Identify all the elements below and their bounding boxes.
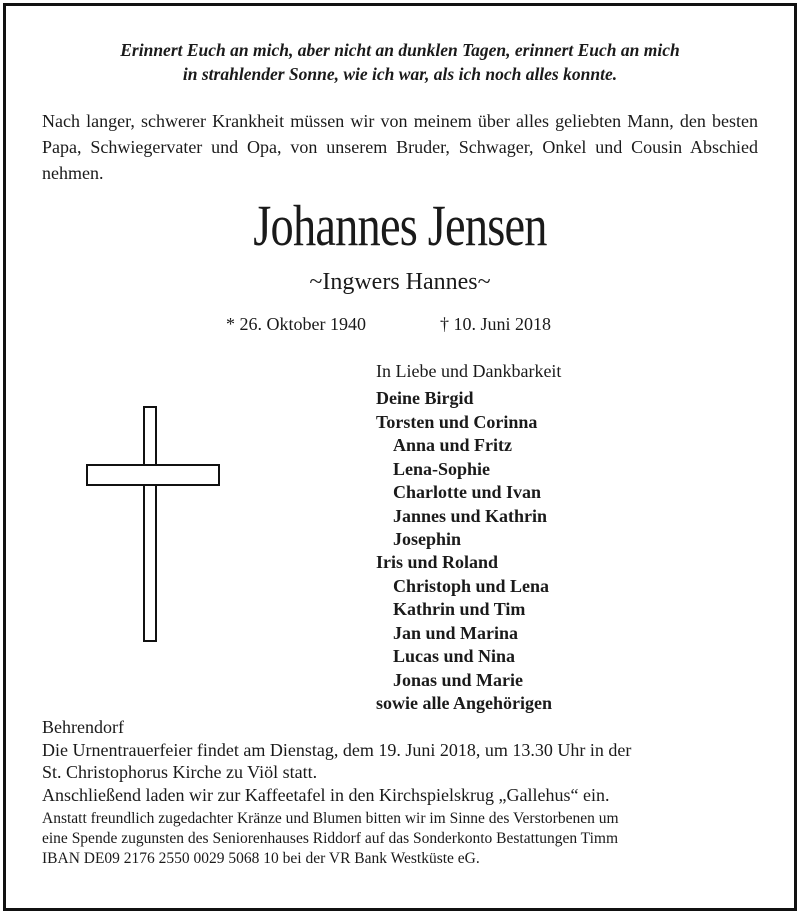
intro-text: Nach langer, schwerer Krankheit müssen wir von meinem über alles geliebten Mann, den besten Papa, Schwiegervater und Opa, von unserem Bruder, Schwager, Onkel und Cousin Abschied nehmen. bbox=[42, 111, 758, 183]
motto-line-1: Erinnert Euch an mich, aber nicht an dunklen Tagen, erinnert Euch an mich bbox=[120, 40, 680, 60]
death-date: † 10. Juni 2018 bbox=[440, 314, 552, 334]
donation-line-3: IBAN DE09 2176 2550 0029 5068 10 bei der VR Bank Westküste eG. bbox=[42, 850, 480, 867]
mourner-name: Jannes und Kathrin bbox=[393, 506, 548, 526]
mourner-name: Lena-Sophie bbox=[393, 459, 491, 479]
donation-line-1: Anstatt freundlich zugedachter Kränze und Blumen bitten wir im Sinne des Verstorbenen um bbox=[42, 810, 619, 827]
deceased-nickname: ~Ingwers Hannes~ bbox=[309, 269, 491, 295]
service-line-3: Anschließend laden wir zur Kaffeetafel in den Kirchspielskrug „Gallehus“ ein. bbox=[42, 785, 610, 805]
donation-line-2: eine Spende zugunsten des Seniorenhauses Riddorf auf das Sonderkonto Bestattungen Timm bbox=[42, 830, 619, 847]
service-line-1: Die Urnentrauerfeier findet am Dienstag, dem 19. Juni 2018, um 13.30 Uhr in der bbox=[42, 740, 632, 760]
mourner-name: Christoph und Lena bbox=[393, 576, 550, 596]
mourner-name: Jonas und Marie bbox=[393, 670, 524, 690]
mourner-name: Iris und Roland bbox=[376, 552, 499, 572]
deceased-name: Johannes Jensen bbox=[253, 193, 547, 258]
birth-date: * 26. Oktober 1940 bbox=[226, 314, 366, 334]
mourner-name: Josephin bbox=[393, 529, 462, 549]
service-line-2: St. Christophorus Kirche zu Viöl statt. bbox=[42, 762, 318, 782]
mourner-name: Kathrin und Tim bbox=[393, 599, 526, 619]
mourner-name: Torsten und Corinna bbox=[376, 412, 538, 432]
place-name: Behrendorf bbox=[42, 717, 124, 737]
mourner-name: sowie alle Angehörigen bbox=[376, 693, 552, 713]
mourners-heading: In Liebe und Dankbarkeit bbox=[376, 361, 562, 381]
mourner-name: Charlotte und Ivan bbox=[393, 482, 542, 502]
motto-line-2: in strahlender Sonne, wie ich war, als ich noch alles konnte. bbox=[182, 64, 618, 84]
mourner-name: Deine Birgid bbox=[376, 388, 474, 408]
mourner-name: Jan und Marina bbox=[393, 623, 519, 643]
mourner-name: Anna und Fritz bbox=[393, 435, 513, 455]
mourner-name: Lucas und Nina bbox=[393, 646, 516, 666]
